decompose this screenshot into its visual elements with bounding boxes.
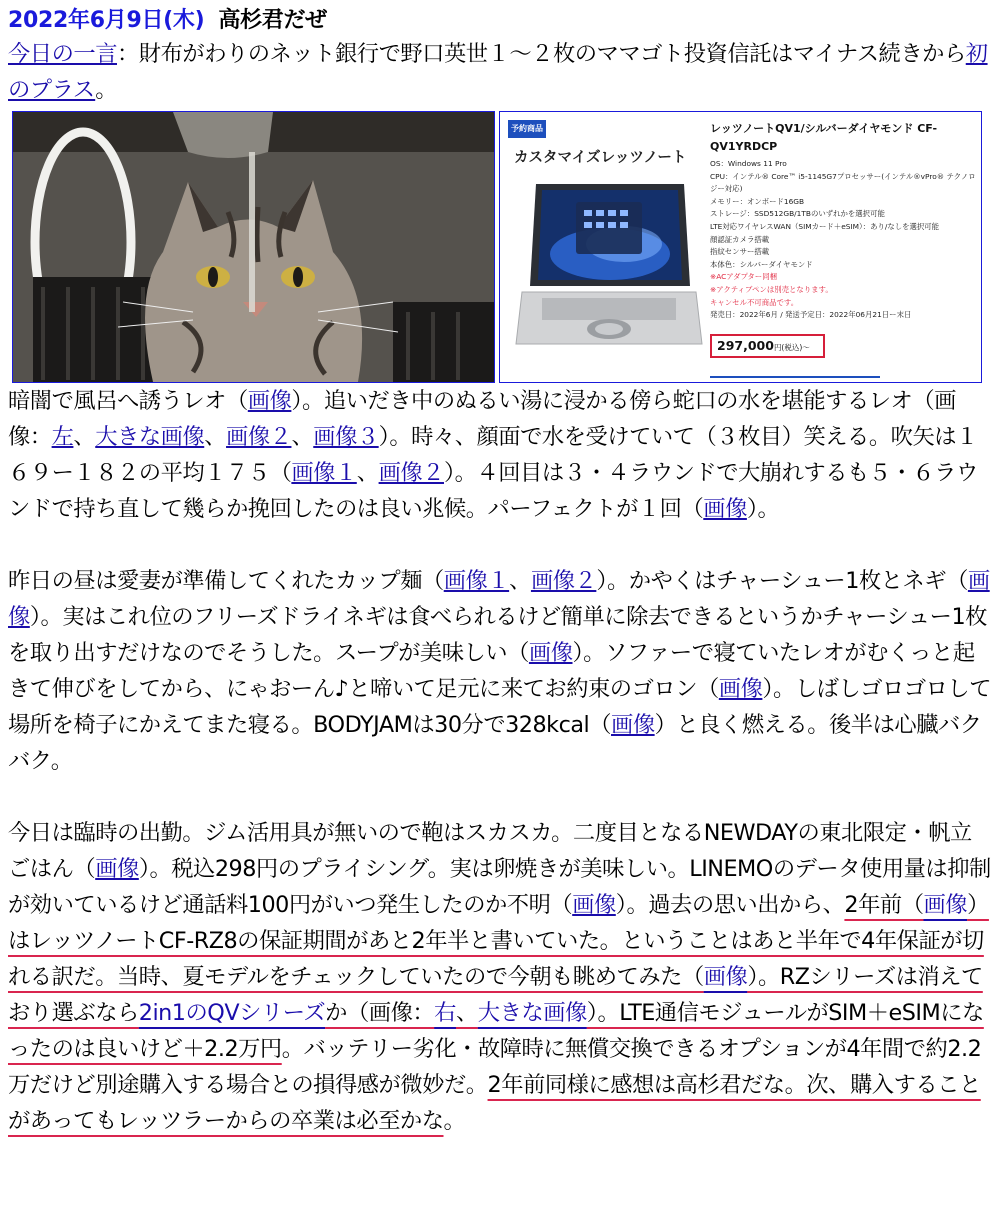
text: 、 xyxy=(204,424,227,450)
spec-line: OS：Windows 11 Pro xyxy=(710,159,787,168)
red-underlined-conclusion: 2年前同様に感想は高杉君だな。次、購入することがあってもレッツラーからの卒業は必至かな xyxy=(8,1072,981,1134)
image-2-link[interactable]: 画像２ xyxy=(378,460,444,486)
image-2-link[interactable]: 画像２ xyxy=(226,424,292,450)
text: 2年前（ xyxy=(844,892,924,918)
image-1-link[interactable]: 画像１ xyxy=(291,460,357,486)
paragraph-leo xyxy=(8,383,993,527)
large-image-link[interactable]: 大きな画像 xyxy=(477,1000,587,1026)
image-link[interactable]: 画像 xyxy=(247,388,292,414)
laptop-illustration xyxy=(514,174,704,359)
product-image[interactable] xyxy=(499,111,982,383)
hitokoto-link[interactable]: 今日の一言 xyxy=(8,41,117,67)
text: ）。過去の思い出から、 xyxy=(615,892,845,918)
text: 、 xyxy=(356,460,379,486)
image-link[interactable]: 画像 xyxy=(95,856,139,882)
image-link[interactable]: 画像 xyxy=(703,964,748,990)
paragraph-work xyxy=(8,815,993,1139)
blank-line xyxy=(8,779,993,815)
product-name: レッツノートQV1/シルバーダイヤモンド CF-QV1YRDCP xyxy=(710,122,938,153)
image-2-link[interactable]: 画像２ xyxy=(530,568,597,594)
text: 暗闇で風呂へ誘うレオ（ xyxy=(8,388,248,414)
price-note: 円(税込)～ xyxy=(773,343,810,352)
product-specs xyxy=(710,158,978,322)
blank-line xyxy=(8,527,993,563)
text: 昨日の昼は愛妻が準備してくれたカップ麺（ xyxy=(8,568,444,594)
text: 。バッテリー劣化・故障時に無償交換できるオプションが4年間で約2.2万だけど別途購入する場合との損得感が微妙だ。 xyxy=(8,1036,982,1098)
text: ）。時々、顔面で水を受けていて（３枚目）笑える。吹矢は１６９ー１８２の平均１７５（ xyxy=(8,424,978,486)
spec-line: 本体色：シルバーダイヤモンド xyxy=(710,259,813,269)
image-link[interactable]: 画像 xyxy=(572,892,616,918)
water-stream xyxy=(249,152,255,312)
entry-header xyxy=(8,6,993,36)
text: ）。実はこれ位のフリーズドライネギは食べられるけど簡単に除去できるというかチャーシュー1枚を取り出すだけなのでそうした。スープが美味しい（ xyxy=(8,604,987,666)
text: ）。ソファーで寝ていたレオがむくっと起きて伸びをしてから、にゃおーん♪と啼いて足元に来てお約束のゴロン（ xyxy=(8,640,975,702)
spec-note: ※アクティブペンは別売となります。 xyxy=(710,284,833,294)
left-image-link[interactable]: 左 xyxy=(51,424,74,450)
paragraph-lunch xyxy=(8,563,993,779)
product-divider xyxy=(710,376,880,378)
diary-entry xyxy=(8,6,993,1139)
release-info: 発売日：2022年6月 / 発送予定日：2022年06月21日ー末日 xyxy=(710,310,912,320)
image-3-link[interactable]: 画像３ xyxy=(313,424,379,450)
product-heading: カスタマイズレッツノート xyxy=(514,150,687,166)
text: ）はレッツノートCF-RZ8の保証期間があと2年半と書いていた。ということはあと半年で4年保証が切れる訳だ。当時、夏モデルをチェックしていたので今朝も眺めてみた（ xyxy=(8,892,989,990)
spec-line: CPU：インテル® Core™ i5-1145G7プロセッサー(インテル®vPro® テクノロジー対応) xyxy=(710,171,976,194)
text: ）。追いだき中のぬるい湯に浸かる傍ら蛇口の水を堪能するレオ（画像： xyxy=(8,388,956,450)
spec-line: ストレージ：SSD512GB/1TBのいずれかを選択可能 xyxy=(710,209,885,219)
text: ）。しばしゴロゴロして場所を椅子にかえてまた寝る。BODYJAMは30分で328kcal（ xyxy=(8,676,992,738)
image-row xyxy=(8,111,993,383)
price-value: 297,000 xyxy=(717,338,774,353)
image-link[interactable]: 画像 xyxy=(923,892,968,918)
image-link[interactable]: 画像 xyxy=(611,712,655,738)
entry-date: 2022年6月9日(木) xyxy=(8,8,205,33)
faucet xyxy=(173,112,273,158)
first-plus-link[interactable]: 初のプラス xyxy=(8,41,988,103)
text: 今日は臨時の出勤。ジム活用具が無いので鞄はスカスカ。二度目となるNEWDAYの東北限定・帆立ごはん（ xyxy=(8,820,972,882)
text: ）。かやくはチャーシュー1枚とネギ（ xyxy=(596,568,968,594)
intro-paragraph xyxy=(8,36,993,108)
intro-text: ：財布がわりのネット銀行で野口英世１～２枚のママゴト投資信託はマイナス続きから xyxy=(117,41,966,67)
text: か（画像： xyxy=(325,1000,435,1026)
cat-drinking-image xyxy=(13,112,494,382)
intro-text-end: 。 xyxy=(95,77,118,103)
entry-title: 高杉君だぜ xyxy=(218,8,327,33)
spec-note: キャンセル不可商品です。 xyxy=(710,297,799,307)
text: ）。 xyxy=(746,496,780,522)
text: ）と良く燃える。後半は心臓バクバク。 xyxy=(8,712,982,774)
text: 、 xyxy=(73,424,96,450)
image-link[interactable]: 画像 xyxy=(8,568,990,630)
text: 。 xyxy=(443,1108,466,1134)
image-link[interactable]: 画像 xyxy=(718,676,763,702)
image-1-link[interactable]: 画像１ xyxy=(443,568,510,594)
image-link[interactable]: 画像 xyxy=(703,496,747,522)
spec-line: LTE対応ワイヤレスWAN（SIMカード＋eSIM）：あり/なしを選択可能 xyxy=(710,221,940,231)
text: ）。税込298円のプライシング。実は卵焼きが美味しい。LINEMOのデータ使用量は抑制が効いているけど通話料100円がいつ発生したのか不明（ xyxy=(8,856,991,918)
right-image-link[interactable]: 右 xyxy=(434,1000,456,1026)
text: 、 xyxy=(291,424,314,450)
product-price xyxy=(710,334,825,358)
large-image-link[interactable]: 大きな画像 xyxy=(95,424,205,450)
text: 、 xyxy=(509,568,531,594)
preorder-badge: 予約商品 xyxy=(508,120,546,138)
spec-line: 顔認証カメラ搭載 xyxy=(710,234,770,244)
qv-series-link[interactable]: 2in1のQVシリーズ xyxy=(138,1000,326,1026)
text: ）。LTE通信モジュールがSIM＋eSIMになったのは良いけど＋2.2万円 xyxy=(8,1000,984,1062)
text: 、 xyxy=(455,1000,478,1026)
spec-line: 指紋センサー搭載 xyxy=(710,247,770,257)
spec-line: メモリー：オンボード16GB xyxy=(710,196,805,206)
image-link[interactable]: 画像 xyxy=(528,640,573,666)
spec-note: ※ACアダプター同梱 xyxy=(710,272,777,282)
text: ）。RZシリーズは消えており選ぶなら xyxy=(8,964,983,1026)
cat-photo[interactable] xyxy=(12,111,495,383)
text: ）。４回目は３・４ラウンドで大崩れするも５・６ラウンドで持ち直して幾らか挽回したのは良い兆候。パーフェクトが１回（ xyxy=(8,460,978,522)
